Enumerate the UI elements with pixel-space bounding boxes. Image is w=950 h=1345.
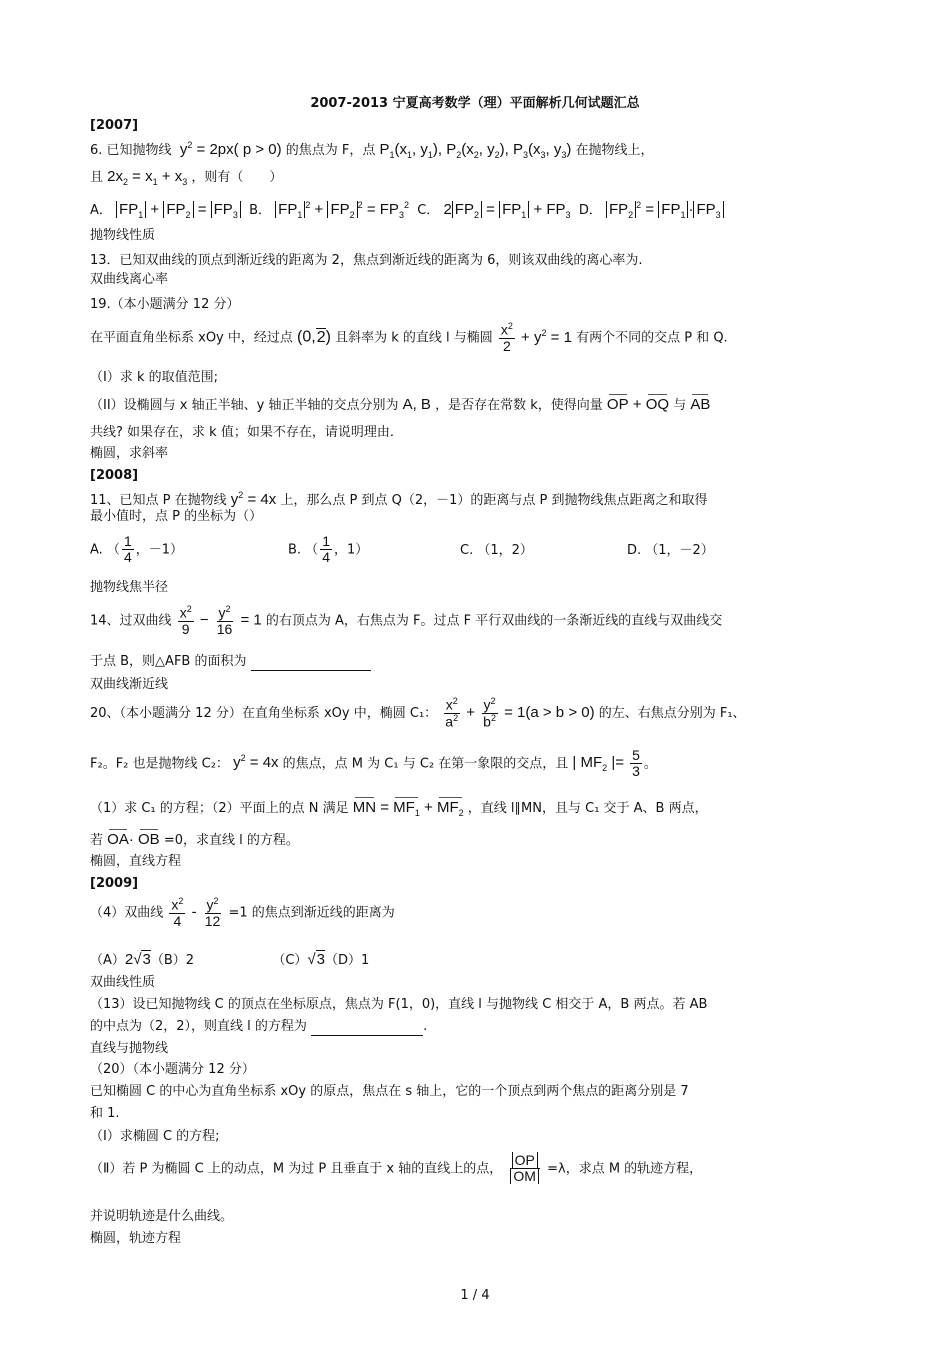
tag-2009-13: 直线与抛物线 [90,1041,169,1056]
math-points-ab: A, B [402,396,431,413]
q2008-11-line2: 最小值时，点 P 的坐标为（） [90,509,263,524]
q2008-11-option-a: A. （ $\frac{1}{4}$ ，－1） [90,533,184,566]
math-point-0-sqrt2: (0,2) [297,328,331,346]
option-d-math: $FP_2^2 = FP_1 \cdot FP_3$ [606,201,724,218]
option-a-math: $FP_1 + FP_2 = FP_3$ [116,201,241,218]
answer-blank [251,654,371,671]
tag-2007-6: 抛物线性质 [90,228,156,243]
q2009-20-part2: （Ⅱ）若 P 为椭圆 C 上的动点，M 为过 P 且垂直于 x 轴的直线上的点， $\frac{OP}{OM}$ =λ，求点 M 的轨迹方程， [90,1152,703,1185]
tag-2009-20: 椭圆，轨迹方程 [90,1231,182,1246]
page-number: 1 / 4 [460,1288,490,1303]
q2007-6-line1: 6. 已知抛物线 $y^2 = 2px$( p > 0) 的焦点为 F，点 $P_1(x_1$, $y_1$), $P_2(x_2$, $y_2$), $P_3(x_3$, $y_3$) 在抛物线上， [90,140,654,160]
option-c-math: 2 $FP_2 = FP_1 + FP_3$ [443,201,571,220]
q2009-20-head: （20）（本小题满分 12 分） [90,1062,255,1077]
year-2008-heading: [2008] [90,468,139,483]
q2007-19-part2: （II）设椭圆与 x 轴正半轴、y 轴正半轴的交点分别为 A, B ，是否存在常数 k，使得向量 OP + OQ 与 AB [90,396,711,413]
math-condition: $2x_2 = x_1 + x_3$ [107,168,188,187]
math-points: $P_1(x_1$, $y_1$), $P_2(x_2$, $y_2$), $P_3(x_3$, $y_3$) [379,141,572,160]
tag-2009-4: 双曲线性质 [90,975,156,990]
q2007-6-line2: 且 $2x_2 = x_1 + x_3$ ，则有（ ） [90,168,283,187]
q2008-20-line2: F₂。F₂ 也是抛物线 C₂： $y^2 = 4x$ 的焦点，点 M 为 C₁ 与 C₂ 在第一象限的交点，且 | $MF_2$ |= $\frac{5}{3}$ 。 [90,747,657,780]
q2008-20-line3: （1）求 C₁ 的方程；（2）平面上的点 N 满足 MN = $MF_1 + MF_2$ ，直线 l∥MN，且与 C₁ 交于 A、B 两点， [90,799,708,818]
q2008-20-line1: 20、（本小题满分 12 分）在直角坐标系 xOy 中，椭圆 C₁： $\frac{x^2}{a^2}$ + $\frac{y^2}{b^2}$ = 1(a > b > 0) 的左、右焦点分别为 F₁、 [90,696,746,730]
math-vector-sum: OP + OQ [606,396,670,413]
q2007-19-head: 19.（本小题满分 12 分） [90,297,240,312]
math-vector-ab: AB [690,396,711,413]
q2009-13-line2: 的中点为（2，2），则直线 l 的方程为 . [90,1019,860,1036]
q2007-19-part1: （I）求 k 的取值范围; [90,370,219,385]
year-2007-heading: [2007] [90,118,139,133]
q2009-4-options: （A）2√3（B）2 （C）√3（D）1 [90,951,370,968]
year-2009-heading: [2009] [90,876,139,891]
q2009-20-part1: （Ⅰ）求椭圆 C 的方程; [90,1129,220,1144]
tag-2007-13: 双曲线离心率 [90,272,169,287]
math-parabola-eq: $y^2 = 2px$( p > 0) [175,140,282,158]
q2009-20-line2: 和 1. [90,1106,120,1121]
tag-2008-14: 双曲线渐近线 [90,677,169,692]
q2009-4-line1: （4）双曲线 $\frac{x^2}{4}$ - $\frac{y^2}{12}$ =1 的焦点到渐近线的距离为 [90,896,395,930]
tag-2007-19: 椭圆，求斜率 [90,446,169,461]
q2008-11-line1: 11、已知点 P 在抛物线 $y^2 = 4x$ 上，那么点 P 到点 Q（2，－1）的距离与点 P 到抛物线焦点距离之和取得 [90,490,708,508]
q2009-20-line1: 已知椭圆 C 的中心为直角坐标系 xOy 的原点，焦点在 s 轴上，它的一个顶点到两个焦点的距离分别是 7 [90,1084,689,1099]
q2008-14-line1: 14、过双曲线 $\frac{x^2}{9}$ − $\frac{y^2}{16}$ = 1 的右顶点为 A，右焦点为 F。过点 F 平行双曲线的一条渐近线的直线与双曲线交 [90,604,723,638]
q2009-20-part2-cont: 并说明轨迹是什么曲线。 [90,1209,234,1224]
q2008-11-option-d: D. （1，－2） [627,543,714,558]
math-ellipse-tail: + $y^2 = 1$ [521,327,572,346]
option-b-math: $FP_1^2 + FP_2^2 = FP_3^2$ [275,201,409,218]
q2008-11-option-c: C. （1，2） [460,543,533,558]
q2007-19-line1: 在平面直角坐标系 xOy 中，经过点 (0,2) 且斜率为 k 的直线 l 与椭圆 $\frac{x^2}{2}$ + $y^2 = 1$ 有两个不同的交点 P 和 Q. [90,321,728,355]
frac-x2-over-2: $\frac{x^2}{2}$ [500,321,513,355]
tag-2008-11: 抛物线焦半径 [90,580,169,595]
q2008-11-option-b: B. （ $\frac{1}{4}$ ，1） [288,533,369,566]
q2008-20-line4: 若 OA· OB =0，求直线 l 的方程。 [90,831,299,848]
q2007-6-options: A． $FP_1 + FP_2 = FP_3$ B． $FP_1^2 + FP_2^2 = FP_3^2$ C． 2 $FP_2 = FP_1 + FP_3$ D． $FP_2^2 = FP_1 \cdot FP_3$ [90,200,860,221]
q2008-14-line2: 于点 B，则△AFB 的面积为 [90,654,860,671]
q2007-19-part2-cont: 共线? 如果存在，求 k 值；如果不存在，请说明理由. [90,425,394,440]
q2009-13-line1: （13）设已知抛物线 C 的顶点在坐标原点，焦点为 F(1，0)，直线 l 与抛物线 C 相交于 A，B 两点。若 AB [90,997,708,1012]
document-title: 2007-2013 宁夏高考数学（理）平面解析几何试题汇总 [310,96,640,111]
tag-2008-20: 椭圆，直线方程 [90,854,182,869]
q2007-13: 13．已知双曲线的顶点到渐近线的距离为 2，焦点到渐近线的距离为 6，则该双曲线的离心率为. [90,253,643,268]
math-parabola-4x: $y^2 = 4x$ [230,490,277,508]
